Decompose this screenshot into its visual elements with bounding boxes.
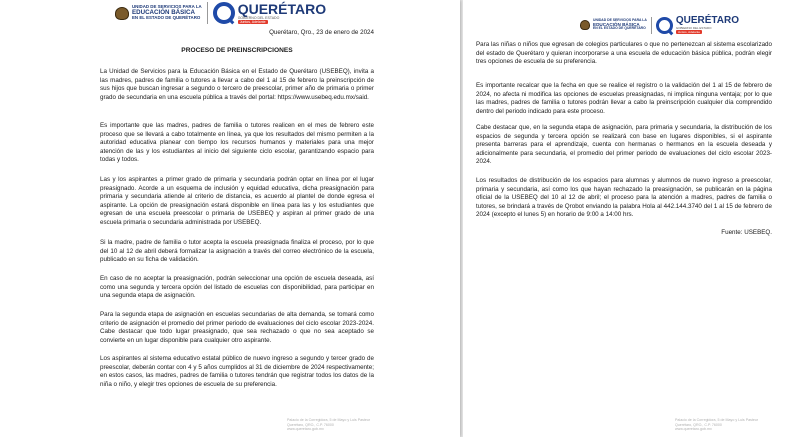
state-seal-icon [580, 20, 590, 30]
paragraph: Es importante que las madres, padres de familia o tutores realicen en el mes de febrero este proceso que se llevará a cabo totalmente en línea, ya que los resultados del mismo permiten a la autoridad educativa planear con tiempo los recursos humanos y materiales para una mejor atención de las y los estudiantes al inicio del siguiente ciclo escolar, garantizando espacio para todas y todos. [100, 122, 374, 163]
page-footer: Palacio de la Corregidora, 5 de Mayo y Luis Pasteur Querétaro, QRO., C.P. 76000 www.queretaro.gob.mx [287, 418, 371, 431]
paragraph: Los aspirantes al sistema educativo estatal público de nuevo ingreso a segundo y tercer grado de preescolar, deberán contar con 4 y 5 años cumplidos al 31 de diciembre de 2024 respectivamente; en estos casos, las madres, padres de familia o tutores tendrán que registrar todos los datos de la niña o niño, y elegir tres opciones de escuela de su preferencia. [100, 355, 374, 388]
queretaro-logo: QUERÉTARO GOBIERNO DEL ESTADO Juntos, Adelante [675, 15, 739, 34]
header-logos [580, 16, 739, 34]
queretaro-logo: QUERÉTARO GOBIERNO DEL ESTADO Juntos, Adelante [237, 1, 327, 24]
paragraph: Las y los aspirantes a primer grado de primaria y secundaria podrán optar en línea por el lugar preasignado. Acorde a un esquema de inclusión y equidad educativa, dicha preasignación para primaria y secundaria atiende al criterio de distancia, es acuerdo al plantel de donde egresa el aspirante. La opción de preasignación estará disponible en línea para las y los estudiantes que egresan de una escuela preescolar o primaria de USEBEQ y aspiran al primer grado de una escuela primaria o secundaria administrada por USEBEQ. [100, 176, 374, 226]
header-logos [115, 2, 326, 24]
paragraph: Cabe destacar que, en la segunda etapa de asignación, para primaria y secundaria, la distribución de los espacios de segunda y tercera opción se realizará con base en lugares disponibles, si el aspirante presenta barreras para el aprendizaje, cuenta con hermanas o hermanos en la escuela deseada y adicionalmente para secundaria, el promedio del primer periodo de evaluaciones del ciclo escolar 2023-2024. [476, 124, 772, 165]
paragraph: Los resultados de distribución de los espacios para alumnas y alumnos de nuevo ingreso a preescolar, primaria y secundaria, así como los que hayan rechazado la preasignación, se publicarán en la página oficial de la USEBEQ del 10 al 12 de abril; el proceso para la atención a madres, padres de familia o tutores, se brindará a través de Qrobot enviando la palabra Hola al 442.144.3740 del 1 al 15 de febrero de 2024 (excepto el lunes 5) en horario de 9:00 a 14:00 hrs. [476, 177, 772, 218]
state-seal-icon [115, 7, 129, 20]
source-line: Fuente: USEBEQ. [721, 229, 772, 236]
page-footer: Palacio de la Corregidora, 5 de Mayo y Luis Pasteur Querétaro, QRO., C.P. 76000 www.queretaro.gob.mx [675, 418, 759, 431]
paragraph: Es importante recalcar que la fecha en que se realice el registro o la validación del 1 al 15 de febrero de 2024, no afecta ni modifica las opciones de escuelas preasignadas, ni implica ninguna ventaja; por lo que las madres, padres de familia o tutores podrán llevar a cabo la preinscripción cualquier día comprendido dentro del periodo indicado para este proceso. [476, 82, 772, 115]
usebq-logo-text: UNIDAD DE SERVICIOS PARA LA EDUCACIÓN BÁSICA EN EL ESTADO DE QUERÉTARO [593, 17, 647, 31]
queretaro-q-icon [213, 2, 235, 24]
usebq-logo-text: UNIDAD DE SERVICIOS PARA LA EDUCACIÓN BÁSICA EN EL ESTADO DE QUERÉTARO [132, 4, 202, 21]
paragraph: Para la segunda etapa de asignación en escuelas secundarias de alta demanda, se tomará como criterio de asignación el promedio del primer periodo de evaluaciones del ciclo escolar 2023-2024. Cabe destacar que todo lugar preasignado, que sea rechazado o que no sea aceptado se convierte en un lugar disponible para cualquier otro aspirante. [100, 311, 374, 344]
document-page-2 [463, 0, 787, 437]
queretaro-q-icon [656, 17, 673, 34]
date-line: Querétaro, Qro., 23 de enero de 2024 [269, 29, 374, 36]
paragraph: La Unidad de Servicios para la Educación Básica en el Estado de Querétaro (USEBEQ), invita a las madres, padres de familia o tutores a llevar a cabo del 1 al 15 de febrero la preinscripción de sus hijos que buscan ingresar a segundo o tercero de preescolar, primer año de primaria o primer grado de secundaria en una escuela pública a través del portal: https://www.usebeq.edu.mx/said. [100, 68, 374, 101]
document-title: PROCESO DE PREINSCRIPCIONES [181, 47, 293, 54]
paragraph: Si la madre, padre de familia o tutor acepta la escuela preasignada finaliza el proceso, por lo que del 10 al 12 de abril deberá formalizar la asignación a través del correo electrónico de la escuela, publicado en su ficha de validación. [100, 239, 374, 263]
paragraph: Para las niñas o niños que egresan de colegios particulares o que no pertenezcan al sistema escolarizado del estado de Querétaro y quieran incorporarse a una escuela de educación básica pública, podrán elegir tres opciones de escuela de su preferencia. [476, 41, 772, 65]
paragraph: En caso de no aceptar la preasignación, podrán seleccionar una opción de escuela deseada, así como una segunda y tercera opción del listado de escuelas con disponibilidad, para participar en una segunda etapa de asignación. [100, 275, 374, 299]
